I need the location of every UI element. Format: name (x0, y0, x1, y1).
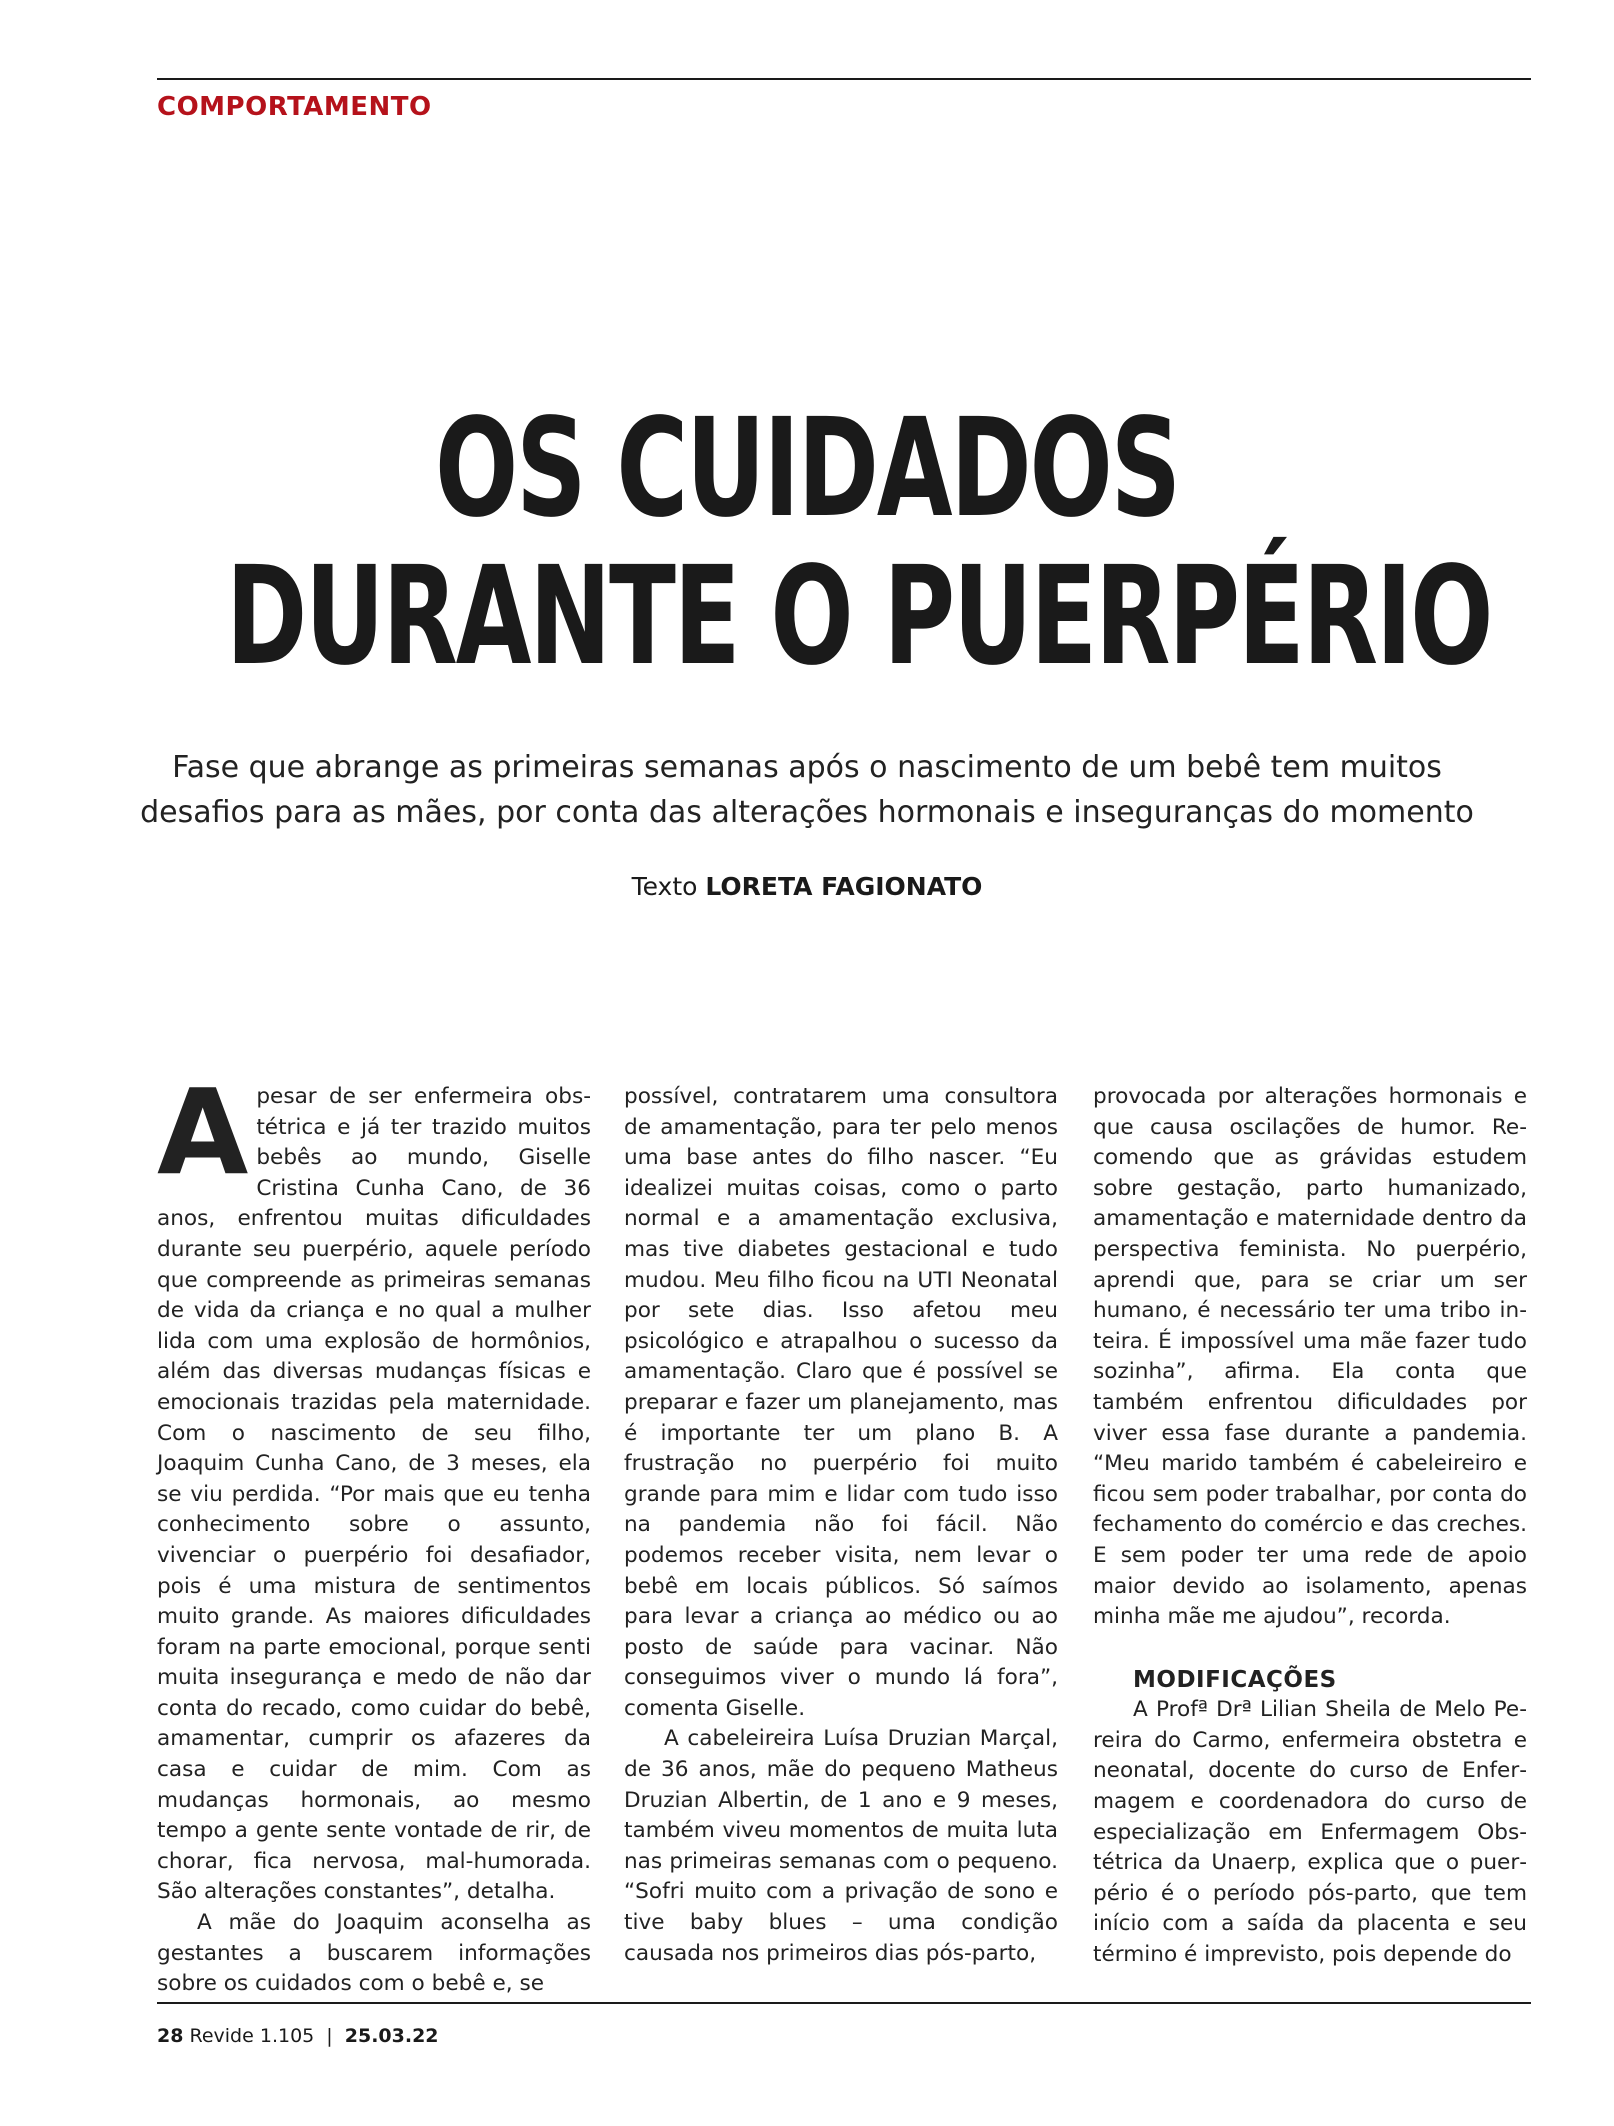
byline (0, 872, 1614, 901)
page-footer (157, 2025, 439, 2047)
paragraph (157, 1063, 591, 1908)
article-title (225, 390, 1492, 696)
article-column-2 (624, 1082, 1058, 1969)
paragraph-text: pesar de ser enfermeira obstétrica e já ter trazido muitos bebês ao mundo, Giselle Cristina Cunha Cano, de 36 anos, enfrentou muitas dificuldades durante seu puerpério, aquele período que compreende as primeiras semanas de vida da criança e no qual a mulher lida com uma explosão de hormônios, além das diversas mudanças físicas e emocionais trazidas pela maternidade. Com o nascimento de seu filho, Joaquim Cunha Cano, de 3 meses, ela se viu perdida. “Por mais que eu tenha conhecimento sobre o assunto, vivenciar o puerpério foi desafiador, pois é uma mistura de sentimentos muito grande. As maiores dificuldades foram na parte emocional, porque senti muita insegurança e medo de não dar conta do recado, como cuidar do bebê, amamentar, cumprir os afazeres da casa e cuidar de mim. Com as mudanças hormonais, ao mesmo tempo a gente sente vontade de rir, de chorar, fica nervosa, mal-humorada. São alterações constantes”, detalha. (157, 1084, 591, 1905)
magazine-issue: Revide 1.105 (189, 2025, 315, 2047)
paragraph: A mãe do Joaquim aconselha as gestantes a buscarem informações sobre os cuidados com o bebê e, se (157, 1910, 591, 1997)
paragraph: A cabeleireira Luísa Druzian Marçal, de 36 anos, mãe do pequeno Matheus Druzian Albertin, de 1 ano e 9 meses, também viveu momentos de muita luta nas primeiras semanas com o pequeno. “Sofri muito com a privação de sono e tive baby blues – uma condição causada nos primeiros dias pós-parto, (624, 1726, 1058, 1966)
article-subtitle (100, 745, 1514, 835)
top-rule (157, 78, 1531, 80)
subtitle-line-2: desafios para as mães, por conta das alterações hormonais e inseguranças do momento (140, 795, 1474, 830)
paragraph: provocada por alterações hormonais e que causa oscilações de humor. Recomendo que as grávidas estudem sobre gestação, parto humanizado, amamentação e maternidade dentro da perspectiva feminista. No puerpério, aprendi que, para se criar um ser humano, é necessário ter uma tribo inteira. É impossível uma mãe fazer tudo sozinha”, afirma. Ela conta que também enfrentou dificuldades por viver essa fase durante a pandemia. “Meu marido também é cabeleireiro e ficou sem poder trabalhar, por conta do fechamento do comércio e das creches. E sem poder ter uma rede de apoio maior devido ao isolamento, apenas minha mãe me ajudou”, recorda. (1093, 1084, 1527, 1630)
page-number: 28 (157, 2025, 184, 2047)
section-label: COMPORTAMENTO (157, 92, 432, 122)
issue-date: 25.03.22 (344, 2025, 439, 2047)
article-column-3 (1093, 1082, 1527, 1971)
bottom-rule (157, 2002, 1531, 2004)
byline-author: LORETA FAGIONATO (705, 872, 983, 901)
drop-cap: A (157, 1063, 249, 1201)
footer-separator: | (326, 2025, 333, 2047)
subtitle-line-1: Fase que abrange as primeiras semanas após o nascimento de um bebê tem muitos (172, 750, 1442, 785)
paragraph: A Profª Drª Lilian Sheila de Melo Pereira do Carmo, enfermeira obstetra e neonatal, docente do curso de Enfermagem e coordenadora do curso de especialização em Enfermagem Obstétrica da Unaerp, explica que o puerpério é o período pós-parto, que tem início com a saída da placenta e seu término é imprevisto, pois depende do (1093, 1697, 1527, 1968)
title-line-2: DURANTE O PUERPÉRIO (225, 538, 1492, 696)
paragraph: possível, contratarem uma consultora de amamentação, para ter pelo menos uma base antes do filho nascer. “Eu idealizei muitas coisas, como o parto normal e a amamentação exclusiva, mas tive diabetes gestacional e tudo mudou. Meu filho ficou na UTI Neonatal por sete dias. Isso afetou meu psicológico e atrapalhou o sucesso da amamentação. Claro que é possível se preparar e fazer um planejamento, mas é importante ter um plano B. A frustração no puerpério foi muito grande para mim e lidar com tudo isso na pandemia não foi fácil. Não podemos receber visita, nem levar o bebê em locais públicos. Só saímos para levar a criança ao médico ou ao posto de saúde para vacinar. Não conseguimos viver o mundo lá fora”, comenta Giselle. (624, 1084, 1058, 1721)
title-line-1: OS CUIDADOS (434, 390, 1180, 548)
article-column-1 (157, 1063, 591, 2000)
byline-prefix: Texto (631, 872, 698, 901)
subheading: MODIFICAÇÕES (1133, 1666, 1337, 1693)
